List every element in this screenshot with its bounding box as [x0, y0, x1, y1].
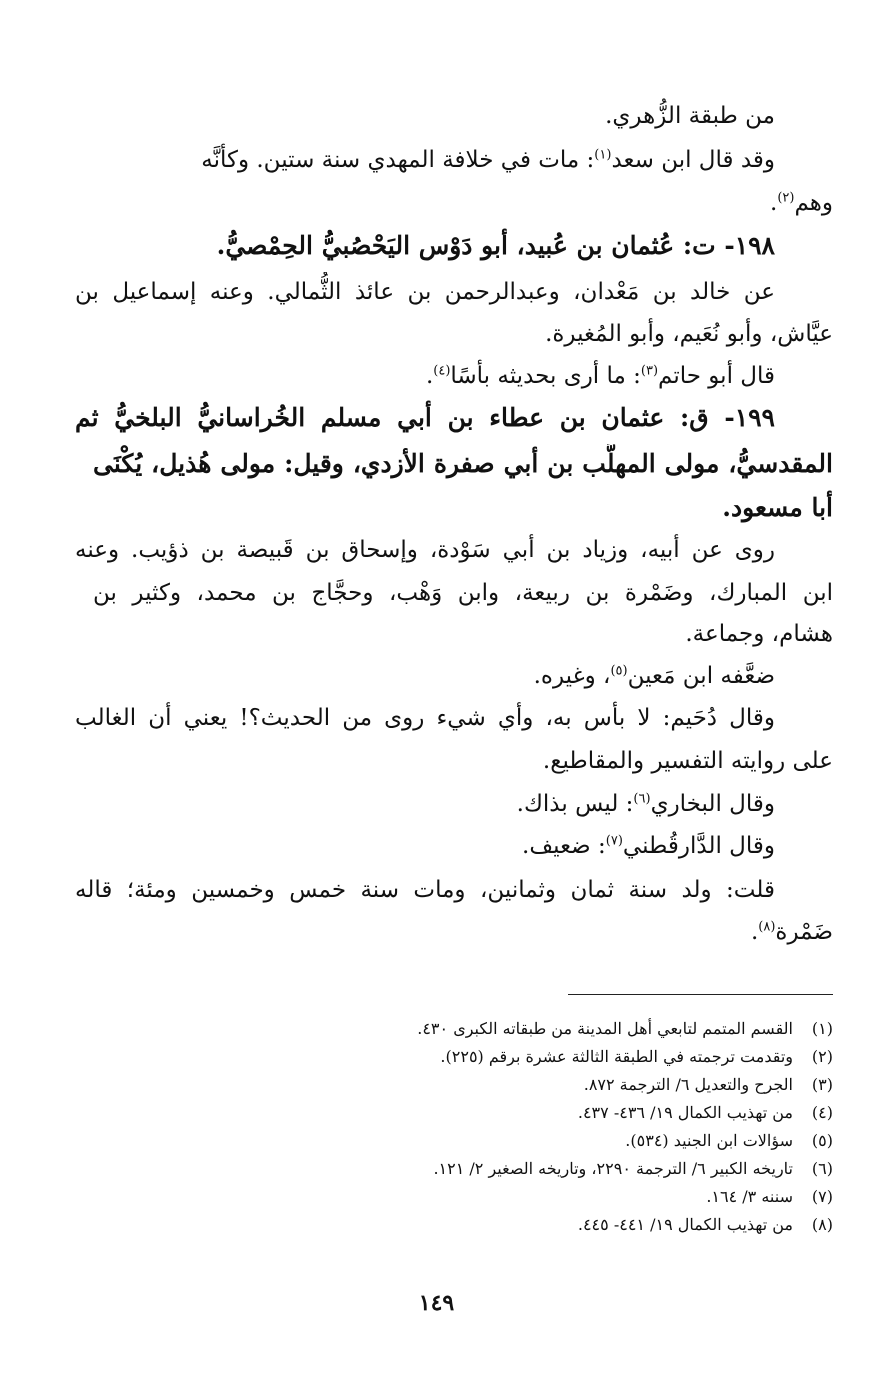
footnote-ref[interactable]: (٣): [640, 363, 659, 379]
footnote-number: (٣): [811, 1075, 833, 1094]
footnote: [273, 1184, 833, 1210]
footnote-text: القسم المتمم لتابعي أهل المدينة من طبقاته الكبرى ٤٣٠.: [417, 1019, 793, 1038]
footnote-ref[interactable]: (٦): [633, 791, 651, 807]
footnote-number: (١): [811, 1019, 833, 1038]
footnote-ref[interactable]: (١): [594, 147, 612, 163]
entry-heading-198: ١٩٨- ت: عُثمان بن عُبيد، أبو دَوْس اليَحْصُبيُّ الحِمْصيُّ.: [216, 231, 775, 260]
footnote: [273, 1212, 833, 1238]
footnote-text: تاريخه الكبير ٦/ الترجمة ٢٢٩٠، وتاريخه الصغير ٢/ ١٢١.: [433, 1159, 793, 1178]
footnote-ref[interactable]: (٥): [610, 663, 628, 679]
body-line: هشام، وجماعة.: [685, 621, 833, 647]
footnote-text: وتقدمت ترجمته في الطبقة الثالثة عشرة برقم (٢٢٥).: [440, 1047, 793, 1066]
footnote: [273, 1072, 833, 1098]
entry-heading-199-cont: المقدسيُّ، مولى المهلَّب بن أبي صفرة الأزدي، وقيل: مولى هُذيل، يُكْنَى: [93, 449, 833, 478]
body-line: وقال البخاري$^{(٦)}$: ليس بذاك.: [516, 791, 775, 817]
body-line: ضعَّفه ابن مَعين$^{(٥)}$، وغيره.: [533, 663, 775, 689]
footnote-text: الجرح والتعديل ٦/ الترجمة ٨٧٢.: [583, 1075, 793, 1094]
body-line: قال أبو حاتم$^{(٣)}$: ما أرى بحديثه بأسًا$^{(٤)}$.: [425, 363, 775, 389]
body-line: قلت: ولد سنة ثمان وثمانين، ومات سنة خمس وخمسين ومئة؛ قاله: [75, 877, 775, 903]
footnote-number: (٤): [811, 1103, 833, 1122]
footnote-number: (٦): [811, 1159, 833, 1178]
body-line: وقال دُحَيم: لا بأس به، وأي شيء روى من الحديث؟! يعني أن الغالب: [75, 705, 775, 731]
footnote: [273, 1128, 833, 1154]
body-line: عيَّاش، وأبو نُعَيم، وأبو المُغيرة.: [545, 321, 833, 347]
footnote-text: من تهذيب الكمال ١٩/ ٤٣٦- ٤٣٧.: [577, 1103, 793, 1122]
footnote-text: سؤالات ابن الجنيد (٥٣٤).: [625, 1131, 793, 1150]
page-number: ١٤٩: [418, 1290, 455, 1316]
footnote-divider: [568, 994, 833, 995]
body-line: روى عن أبيه، وزياد بن أبي سَوْدة، وإسحاق بن قَبيصة بن ذؤيب. وعنه: [75, 537, 775, 563]
footnote-text: من تهذيب الكمال ١٩/ ٤٤١- ٤٤٥.: [577, 1215, 793, 1234]
footnote-number: (٨): [811, 1215, 833, 1234]
footnote: [273, 1044, 833, 1070]
body-line: وقال الدَّارقُطني$^{(٧)}$: ضعيف.: [522, 833, 775, 859]
body-line: ابن المبارك، وضَمْرة بن ربيعة، وابن وَهْب، وحجَّاج بن محمد، وكثير بن: [93, 580, 833, 606]
footnote-ref[interactable]: (٧): [605, 833, 623, 849]
body-line: عن خالد بن مَعْدان، وعبدالرحمن بن عائذ الثُّمالي. وعنه إسماعيل بن: [75, 279, 775, 305]
footnote-text: سننه ٣/ ١٦٤.: [706, 1187, 793, 1206]
footnote-ref[interactable]: (٨): [758, 919, 776, 935]
body-line: ضَمْرة$^{(٨)}$.: [750, 919, 833, 945]
footnote-number: (٧): [811, 1187, 833, 1206]
footnote: [273, 1016, 833, 1042]
footnote: [273, 1100, 833, 1126]
footnote-number: (٥): [811, 1131, 833, 1150]
footnote-ref[interactable]: (٤): [433, 363, 451, 379]
entry-heading-199: ١٩٩- ق: عثمان بن عطاء بن أبي مسلم الخُراسانيُّ البلخيُّ ثم: [75, 403, 775, 432]
footnote-number: (٢): [811, 1047, 833, 1066]
body-line: وقد قال ابن سعد$^{(١)}$: مات في خلافة المهدي سنة ستين. وكأنَّه: [201, 147, 775, 173]
body-line: على روايته التفسير والمقاطيع.: [542, 748, 833, 774]
footnote: [273, 1156, 833, 1182]
footnote-ref[interactable]: (٢): [777, 190, 795, 206]
entry-heading-199-cont: أبا مسعود.: [722, 493, 833, 522]
body-line: وهم$^{(٢)}$.: [770, 190, 833, 216]
body-line: من طبقة الزُّهري.: [605, 103, 775, 129]
